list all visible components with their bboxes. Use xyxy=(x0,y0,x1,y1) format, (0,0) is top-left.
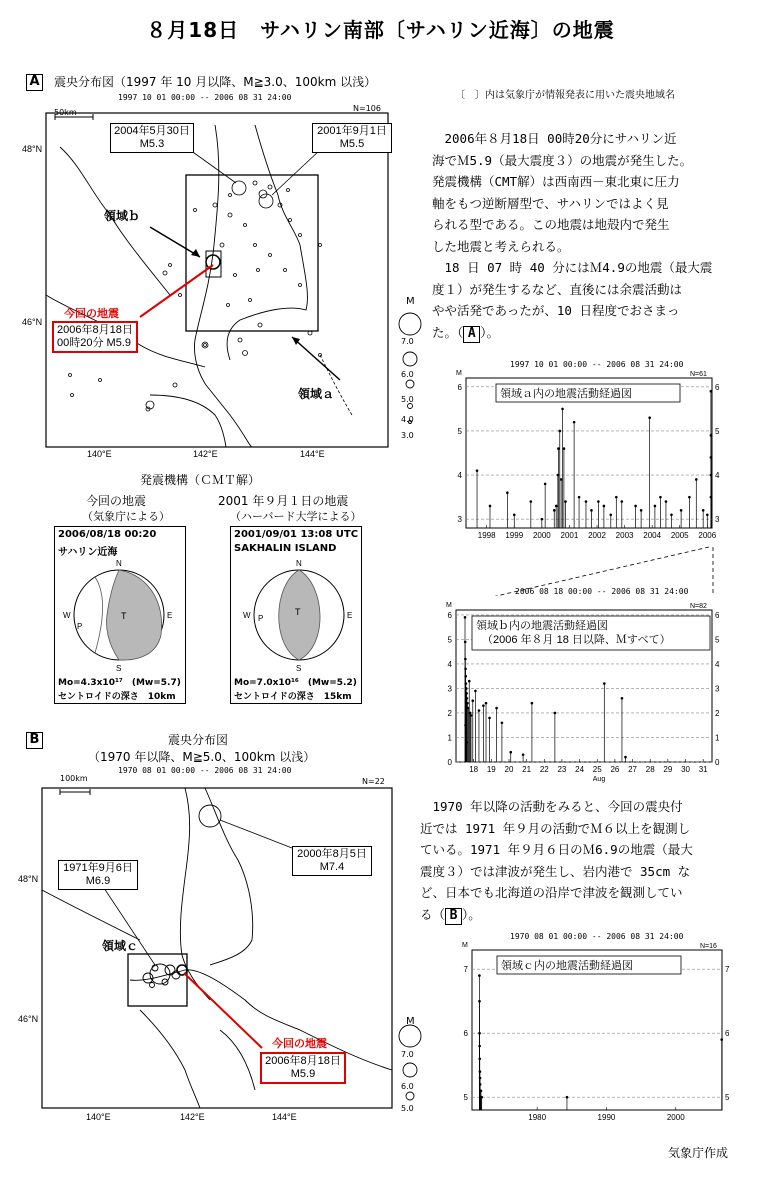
y-tick-label: 0 xyxy=(447,758,452,767)
data-point xyxy=(482,704,485,707)
beachball-left xyxy=(55,555,187,675)
section-b-title: 震央分布図 xyxy=(168,733,229,747)
data-point xyxy=(464,668,467,671)
section-a-title: 震央分布図（1997 年 10 月以降、M≧3.0、100km 以浅） xyxy=(54,75,377,89)
data-point xyxy=(465,682,468,685)
data-point xyxy=(506,491,509,494)
data-point xyxy=(464,616,467,619)
y-tick-label: 6 xyxy=(463,1029,468,1039)
region-note: 〔 〕内は気象庁が情報発表に用いた震央地域名 xyxy=(455,90,675,101)
region-a-label: 領域ａ xyxy=(298,387,335,401)
data-point xyxy=(469,712,472,715)
data-point xyxy=(710,496,713,499)
x-tick-label: 2003 xyxy=(615,531,634,540)
x-tick-label: 1999 xyxy=(505,531,524,540)
data-point xyxy=(479,1077,482,1080)
x-tick-label: 1980 xyxy=(528,1113,547,1122)
y-tick-label-right: 5 xyxy=(715,426,720,436)
mech-left-date: 2006/08/18 00:20 xyxy=(58,529,157,540)
count-label: N=16 xyxy=(700,943,717,950)
x-tick-label: 2002 xyxy=(588,531,606,540)
paragraph-2: 1970 年以降の活動をみると、今回の震央付 近では 1971 年９月の活動でＭ６以上を観測し ている。1971 年９月６日のＭ6.9の地震（最大 震度３）では津波が発生し、岩内港で 35cm な ど、日本でも北海道の沿岸で津波を観測してい る（ B ）。 xyxy=(420,799,693,923)
chart-b-period: 2006 08 18 00:00 -- 2006 08 31 24:00 xyxy=(515,587,689,596)
section-b-box: B xyxy=(26,728,43,749)
data-point xyxy=(710,434,713,437)
mech-left-title: 今回の地震 xyxy=(86,494,147,508)
y-axis-label: M xyxy=(446,602,452,609)
svg-text:T: T xyxy=(121,611,127,621)
data-point xyxy=(710,456,713,459)
data-point xyxy=(555,505,558,508)
mech-left-subtitle: （気象庁による） xyxy=(82,510,170,523)
data-point xyxy=(654,505,657,508)
data-point xyxy=(609,513,612,516)
y-tick-label-right: 4 xyxy=(715,659,720,669)
y-tick-label-right: 1 xyxy=(715,733,720,743)
data-point xyxy=(702,509,705,512)
data-point xyxy=(470,714,473,717)
y-tick-label-right: 6 xyxy=(715,610,720,620)
data-point xyxy=(495,707,498,710)
svg-text:N: N xyxy=(116,559,122,568)
mechanism-left xyxy=(54,526,186,704)
data-point xyxy=(522,753,525,756)
svg-text:S: S xyxy=(296,664,302,673)
lat-label-b-48: 48°N xyxy=(18,874,39,884)
data-point xyxy=(478,1045,481,1048)
data-point xyxy=(509,751,512,754)
y-tick-label-right: 3 xyxy=(715,684,720,694)
data-point xyxy=(513,513,516,516)
data-point xyxy=(531,702,534,705)
y-tick-label: 5 xyxy=(447,635,452,645)
x-tick-label: 22 xyxy=(539,765,549,774)
para2-ref-box: B xyxy=(445,908,462,925)
lon-label-142: 142°E xyxy=(193,449,218,459)
legend-a-title: M xyxy=(406,296,415,307)
y-tick-label: 4 xyxy=(447,659,452,669)
data-point xyxy=(530,500,533,503)
y-tick-label: 3 xyxy=(447,684,452,694)
data-point xyxy=(558,430,561,433)
data-point xyxy=(720,1038,723,1041)
x-tick-label: 2006 xyxy=(698,531,717,540)
current-quake-box-a: 2006年8月18日 00時20分 M5.9 xyxy=(52,321,138,353)
x-tick-label: 29 xyxy=(663,765,673,774)
x-tick-label: 2004 xyxy=(643,531,662,540)
data-point xyxy=(544,483,547,486)
section-a-count: N=106 xyxy=(353,104,381,113)
data-point xyxy=(465,741,468,744)
data-point xyxy=(624,756,627,759)
count-label: N=82 xyxy=(690,603,707,610)
y-tick-label: 5 xyxy=(463,1093,468,1103)
data-point xyxy=(557,447,560,450)
mech-right-subtitle: （ハーバード大学による） xyxy=(230,510,362,523)
svg-text:E: E xyxy=(347,611,353,620)
x-tick-label: 28 xyxy=(645,765,655,774)
lon-label-144: 144°E xyxy=(300,449,325,459)
lat-label-b-46: 46°N xyxy=(18,1014,39,1024)
section-b-period: 1970 08 01 00:00 -- 2006 08 31 24:00 xyxy=(118,766,292,775)
y-tick-label: 6 xyxy=(457,382,462,392)
data-point xyxy=(597,500,600,503)
x-tick-label: 31 xyxy=(698,765,708,774)
data-point xyxy=(665,500,668,503)
y-tick-label-right: 2 xyxy=(715,708,720,718)
mechanism-right xyxy=(230,526,362,704)
scale-label-b: 100km xyxy=(60,774,88,783)
data-point xyxy=(480,1096,483,1099)
svg-text:W: W xyxy=(63,611,71,620)
x-tick-label: 25 xyxy=(592,765,602,774)
data-point xyxy=(688,496,691,499)
data-point xyxy=(553,509,556,512)
data-point xyxy=(615,496,618,499)
lat-label-46: 46°N xyxy=(22,317,43,327)
data-point xyxy=(479,1070,482,1073)
x-tick-label: 30 xyxy=(681,765,690,774)
data-point xyxy=(680,509,683,512)
y-tick-label: 7 xyxy=(463,965,468,975)
count-label: N=61 xyxy=(690,371,707,378)
lon-label-b-140: 140°E xyxy=(86,1112,111,1122)
data-point xyxy=(603,682,606,685)
legend-b-70: 7.0 xyxy=(401,1050,414,1059)
data-point xyxy=(479,1083,482,1086)
x-tick-label: 21 xyxy=(522,765,532,774)
y-tick-label: 5 xyxy=(457,426,462,436)
x-tick-label: 2005 xyxy=(670,531,689,540)
credit: 気象庁作成 xyxy=(668,1146,729,1160)
paragraph-1: 2006年８月18日 00時20分にサハリン近 海でＭ5.9（最大震度３）の地震が発生した。 発震機構（CMT解）は西南西－東北東に圧力 軸をもつ逆断層型で、サハリンではよく見 られる型である。この地震は地殻内で発生 した地震と考えられる。 18 日 07 時 40 分にはＭ4.9の地震（最大震 度１）が発生するなど、直後には余震活動は やや活発であったが、10 日程度でおさまっ た。（ A ）。 xyxy=(432,131,713,341)
x-tick-label: 1990 xyxy=(597,1113,616,1122)
current-quake-box-b: 2006年8月18日 M5.9 xyxy=(260,1052,346,1084)
data-point xyxy=(634,505,637,508)
data-point xyxy=(706,513,709,516)
svg-text:E: E xyxy=(167,611,173,620)
y-tick-label-right: 7 xyxy=(725,965,730,975)
data-point xyxy=(560,478,563,481)
lon-label-b-142: 142°E xyxy=(180,1112,205,1122)
x-tick-label: 2001 xyxy=(560,531,579,540)
y-tick-label: 6 xyxy=(447,610,452,620)
mech-left-moment: Mo=4.3x10¹⁷ (Mw=5.7) xyxy=(58,678,181,688)
mech-left-place: サハリン近海 xyxy=(58,547,118,558)
data-point xyxy=(557,474,560,477)
page-title: ８月18日 サハリン南部〔サハリン近海〕の地震 xyxy=(146,18,615,42)
y-axis-label: M xyxy=(462,942,468,949)
legend-b-title: M xyxy=(406,1016,415,1027)
data-point xyxy=(485,702,488,705)
y-tick-label: 1 xyxy=(447,733,452,743)
data-point xyxy=(563,447,566,450)
data-point xyxy=(585,500,588,503)
data-point xyxy=(478,1032,481,1035)
data-point xyxy=(480,1090,483,1093)
section-a-box: A xyxy=(26,70,43,91)
data-point xyxy=(695,478,698,481)
data-point xyxy=(561,408,564,411)
legend-a-60: 6.0 xyxy=(401,370,414,379)
data-point xyxy=(640,509,643,512)
region-c-label: 領域ｃ xyxy=(102,939,139,953)
data-point xyxy=(488,717,491,720)
scale-label-a: 50km xyxy=(54,108,77,117)
beachball-right xyxy=(231,555,363,675)
data-point xyxy=(464,641,467,644)
chart-a-period: 1997 10 01 00:00 -- 2006 08 31 24:00 xyxy=(510,360,684,369)
epicenter-map-b xyxy=(0,770,440,1130)
data-point xyxy=(478,709,481,712)
data-point xyxy=(466,702,469,705)
y-tick-label-right: 0 xyxy=(715,758,720,767)
legend-b-50: 5.0 xyxy=(401,1104,414,1113)
chart-title: 領域ｃ内の地震活動経過図 xyxy=(501,960,633,972)
data-point xyxy=(621,500,624,503)
data-point xyxy=(578,496,581,499)
lat-label-48: 48°N xyxy=(22,144,43,154)
data-point xyxy=(710,474,713,477)
x-tick-label: 26 xyxy=(610,765,620,774)
y-tick-label-right: 4 xyxy=(715,471,720,481)
y-tick-label-right: 6 xyxy=(725,1029,730,1039)
mech-left-depth: セントロイドの深さ 10km xyxy=(58,692,176,702)
mech-right-title: 2001 年９月１日の地震 xyxy=(218,494,349,508)
para1-ref-box: A xyxy=(463,326,480,343)
data-point xyxy=(670,513,673,516)
data-point xyxy=(464,675,467,678)
legend-b-60: 6.0 xyxy=(401,1082,414,1091)
y-tick-label-right: 5 xyxy=(725,1093,730,1103)
x-tick-label: 19 xyxy=(486,765,496,774)
svg-text:P: P xyxy=(258,614,264,623)
svg-text:P: P xyxy=(77,622,83,631)
mech-right-place: SAKHALIN ISLAND xyxy=(234,543,337,554)
y-tick-label-right: 6 xyxy=(715,382,720,392)
data-point xyxy=(710,390,713,393)
svg-text:T: T xyxy=(295,607,301,617)
data-point xyxy=(474,690,477,693)
data-point xyxy=(466,697,469,700)
mech-right-date: 2001/09/01 13:08 UTC xyxy=(234,529,359,540)
y-axis-label: M xyxy=(456,370,462,377)
x-tick-label: 1998 xyxy=(477,531,496,540)
x-tick-label: 24 xyxy=(575,765,585,774)
svg-text:N: N xyxy=(296,559,302,568)
callout-2000: 2000年8月5日 M7.4 xyxy=(292,846,372,876)
data-point xyxy=(648,416,651,419)
data-point xyxy=(489,505,492,508)
section-a-period: 1997 10 01 00:00 -- 2006 08 31 24:00 xyxy=(118,93,292,102)
data-point xyxy=(573,421,576,424)
data-point xyxy=(659,496,662,499)
chart-c-period: 1970 08 01 00:00 -- 2006 08 31 24:00 xyxy=(510,932,684,941)
y-tick-label-right: 5 xyxy=(715,635,720,645)
data-point xyxy=(465,731,468,734)
legend-a-50: 5.0 xyxy=(401,395,414,404)
svg-text:W: W xyxy=(243,611,251,620)
data-point xyxy=(564,500,567,503)
x-tick-label: 2000 xyxy=(666,1113,685,1122)
data-point xyxy=(541,518,544,521)
callout-1971: 1971年9月6日 M6.9 xyxy=(58,860,138,890)
y-tick-label: 3 xyxy=(457,515,462,525)
chart-c xyxy=(445,940,730,1135)
current-quake-label-a: 今回の地震 xyxy=(64,307,119,320)
x-tick-label: 18 xyxy=(469,765,479,774)
section-b-subtitle: （1970 年以降、M≧5.0、100km 以浅） xyxy=(88,750,316,764)
y-tick-label: 2 xyxy=(447,708,452,718)
y-tick-label: 4 xyxy=(457,471,462,481)
data-point xyxy=(478,1058,481,1061)
data-point xyxy=(554,712,557,715)
x-axis-extra: Aug xyxy=(592,776,606,783)
x-tick-label: 27 xyxy=(628,765,638,774)
x-tick-label: 23 xyxy=(557,765,567,774)
data-point xyxy=(478,1000,481,1003)
data-point xyxy=(603,505,606,508)
chart-subtitle: （2006 年８月 18 日以降、Ｍすべて） xyxy=(482,634,671,646)
lon-label-b-144: 144°E xyxy=(272,1112,297,1122)
legend-a-30: 3.0 xyxy=(401,431,414,440)
data-point xyxy=(465,692,468,695)
section-b-count: N=22 xyxy=(362,777,385,786)
data-point xyxy=(501,721,504,724)
data-point xyxy=(478,974,481,977)
y-tick-label-right: 3 xyxy=(715,515,720,525)
legend-a-70: 7.0 xyxy=(401,337,414,346)
mechanism-heading: 発震機構（ＣＭＴ解） xyxy=(140,473,261,487)
legend-a-40: 4.0 xyxy=(401,415,414,424)
x-tick-label: 2000 xyxy=(532,531,551,540)
data-point xyxy=(464,658,467,661)
callout-2001: 2001年9月1日 M5.5 xyxy=(312,123,392,153)
x-tick-label: 20 xyxy=(504,765,514,774)
region-b-label: 領域ｂ xyxy=(104,209,141,223)
data-point xyxy=(590,509,593,512)
svg-text:S: S xyxy=(116,664,122,673)
data-point xyxy=(621,697,624,700)
mech-right-moment: Mo=7.0x10¹⁶ (Mw=5.2) xyxy=(234,678,357,688)
chart-a xyxy=(438,368,723,553)
callout-2004: 2004年5月30日 M5.3 xyxy=(110,123,194,153)
current-quake-label-b: 今回の地震 xyxy=(272,1037,327,1050)
magnitude-legend-a xyxy=(399,313,421,424)
data-point xyxy=(464,724,467,727)
data-point xyxy=(465,687,468,690)
data-point xyxy=(468,680,471,683)
chart-title: 領域ｂ内の地震活動経過図 xyxy=(476,620,608,632)
data-point xyxy=(476,469,479,472)
chart-b xyxy=(438,596,723,786)
lon-label-140: 140°E xyxy=(87,449,112,459)
data-point xyxy=(566,1096,569,1099)
mech-right-depth: セントロイドの深さ 15km xyxy=(234,692,352,702)
chart-title: 領域ａ内の地震活動経過図 xyxy=(500,388,632,400)
data-point xyxy=(471,699,474,702)
